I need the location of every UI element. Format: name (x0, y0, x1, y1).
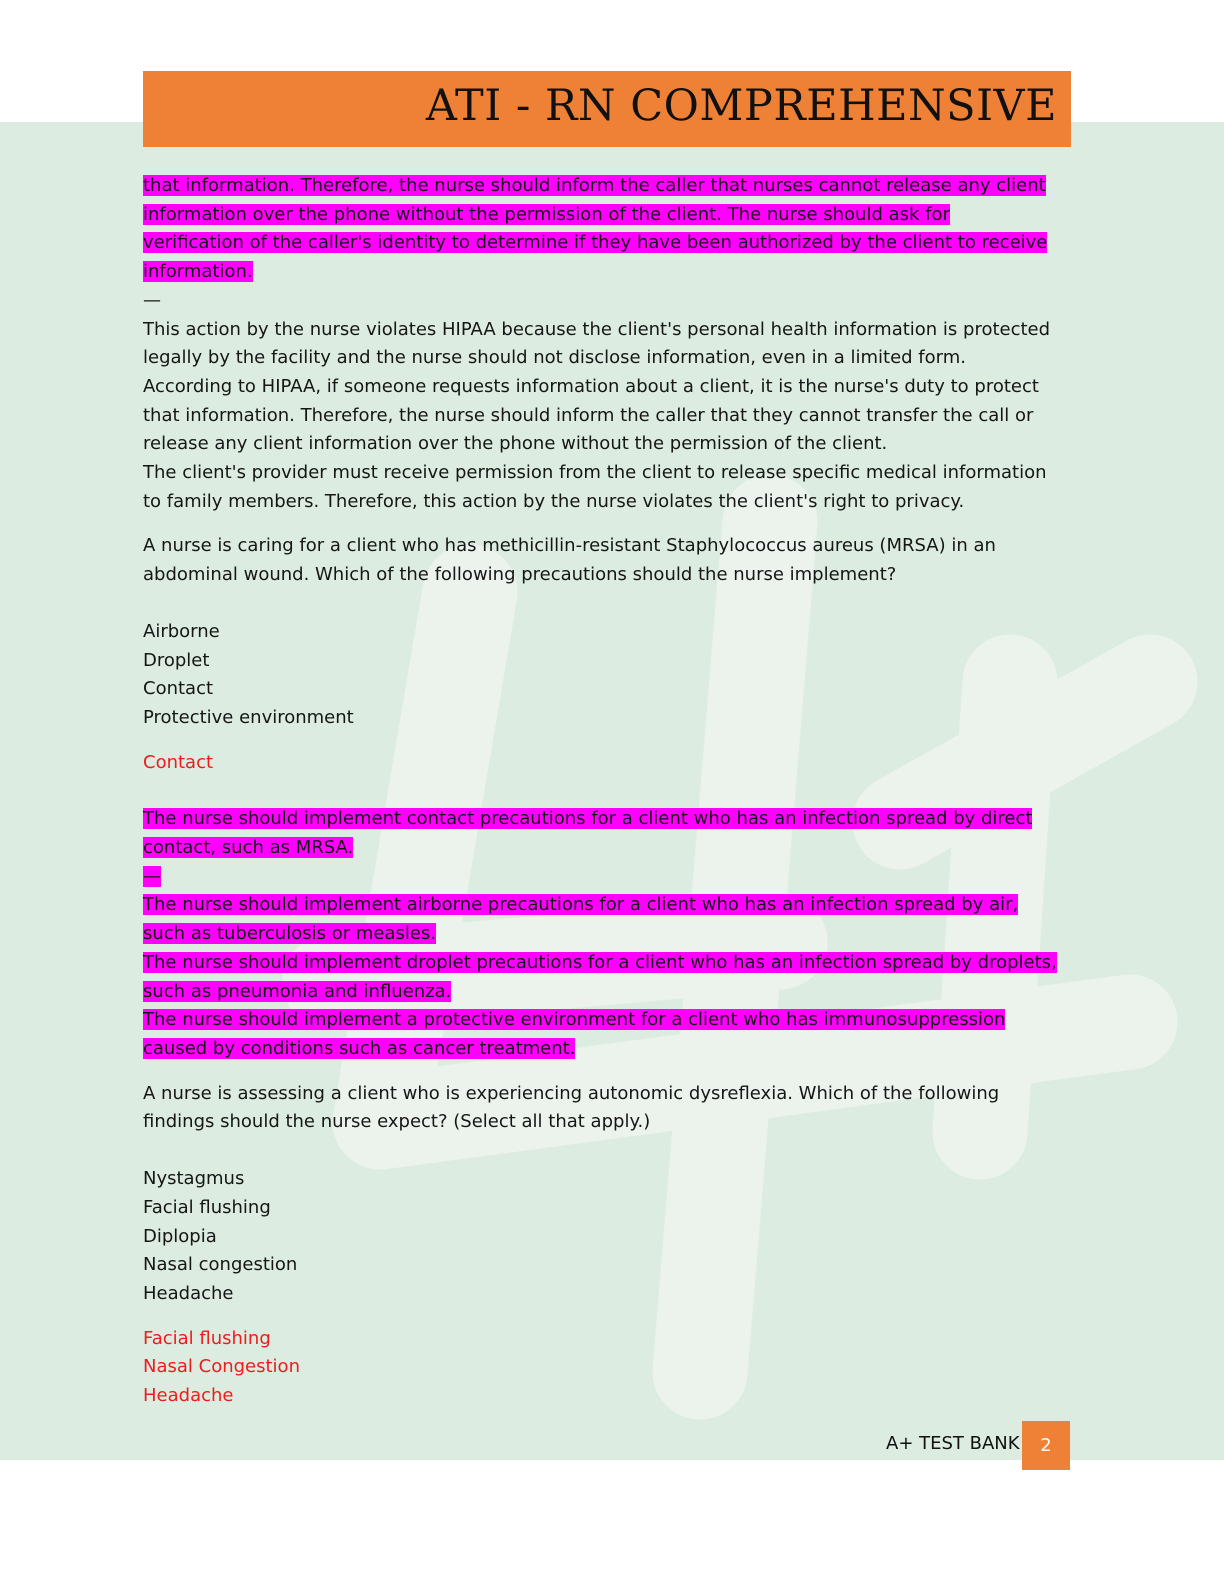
answer-option: Nystagmus (143, 1168, 245, 1190)
rationale-line: such as tuberculosis or measles. (143, 923, 437, 945)
correct-answer: Facial flushing (143, 1327, 271, 1349)
document-title: ATI - RN COMPREHENSIVE (425, 81, 1057, 131)
rationale-line: that information. Therefore, the nurse should inform the caller that they cannot transfer the call or (143, 404, 1034, 426)
question-1 (143, 532, 1073, 1063)
question-stem: abdominal wound. Which of the following precautions should the nurse implement? (143, 564, 897, 586)
rationale-line: legally by the facility and the nurse should not disclose information, even in a limited form. (143, 347, 966, 369)
footer-label: A+ TEST BANK (886, 1433, 1020, 1454)
highlighted-line: verification of the caller's identity to determine if they have been authorized by the client to receive (143, 232, 1048, 254)
answer-option: Protective environment (143, 706, 354, 728)
rationale-line: The client's provider must receive permission from the client to release specific medical information (143, 462, 1047, 484)
rationale-line: According to HIPAA, if someone requests information about a client, it is the nurse's duty to protect (143, 375, 1039, 397)
question-stem: A nurse is caring for a client who has methicillin-resistant Staphylococcus aureus (MRSA) in an (143, 535, 996, 557)
header-bar (143, 71, 1071, 147)
rationale-line: caused by conditions such as cancer treatment. (143, 1037, 576, 1059)
separator: — (143, 289, 161, 311)
continued-rationale (143, 172, 1073, 516)
rationale-line: This action by the nurse violates HIPAA because the client's personal health information is protected (143, 318, 1051, 340)
question-stem: findings should the nurse expect? (Select all that apply.) (143, 1111, 651, 1133)
answer-option: Droplet (143, 649, 210, 671)
page-number: 2 (1022, 1421, 1070, 1470)
answer-option: Diplopia (143, 1225, 217, 1247)
rationale-line: release any client information over the phone without the permission of the client. (143, 433, 888, 455)
highlighted-line: information. (143, 261, 253, 283)
question-2 (143, 1080, 1073, 1411)
question-stem: A nurse is assessing a client who is experiencing autonomic dysreflexia. Which of the following (143, 1082, 1000, 1104)
correct-answer: Headache (143, 1385, 234, 1407)
rationale-line: contact, such as MRSA. (143, 837, 354, 859)
rationale-line: to family members. Therefore, this action by the nurse violates the client's right to privacy. (143, 490, 965, 512)
answer-option: Nasal congestion (143, 1254, 298, 1276)
highlighted-line: information over the phone without the permission of the client. The nurse should ask for (143, 203, 950, 225)
page-content (143, 172, 1073, 1411)
highlighted-line: that information. Therefore, the nurse should inform the caller that nurses cannot release any client (143, 175, 1046, 196)
rationale-line: The nurse should implement a protective environment for a client who has immunosuppression (143, 1009, 1006, 1031)
answer-option: Headache (143, 1282, 234, 1304)
answer-option: Airborne (143, 620, 220, 642)
correct-answer: Nasal Congestion (143, 1356, 300, 1378)
correct-answer: Contact (143, 751, 214, 773)
answer-option: Facial flushing (143, 1196, 271, 1218)
separator: — (143, 865, 161, 887)
rationale-line: The nurse should implement airborne precautions for a client who has an infection spread by air, (143, 894, 1019, 916)
rationale-line: The nurse should implement droplet precautions for a client who has an infection spread by droplets, (143, 951, 1057, 973)
rationale-line: such as pneumonia and influenza. (143, 980, 452, 1002)
answer-option: Contact (143, 678, 214, 700)
rationale-line: The nurse should implement contact precautions for a client who has an infection spread by direct (143, 808, 1033, 830)
